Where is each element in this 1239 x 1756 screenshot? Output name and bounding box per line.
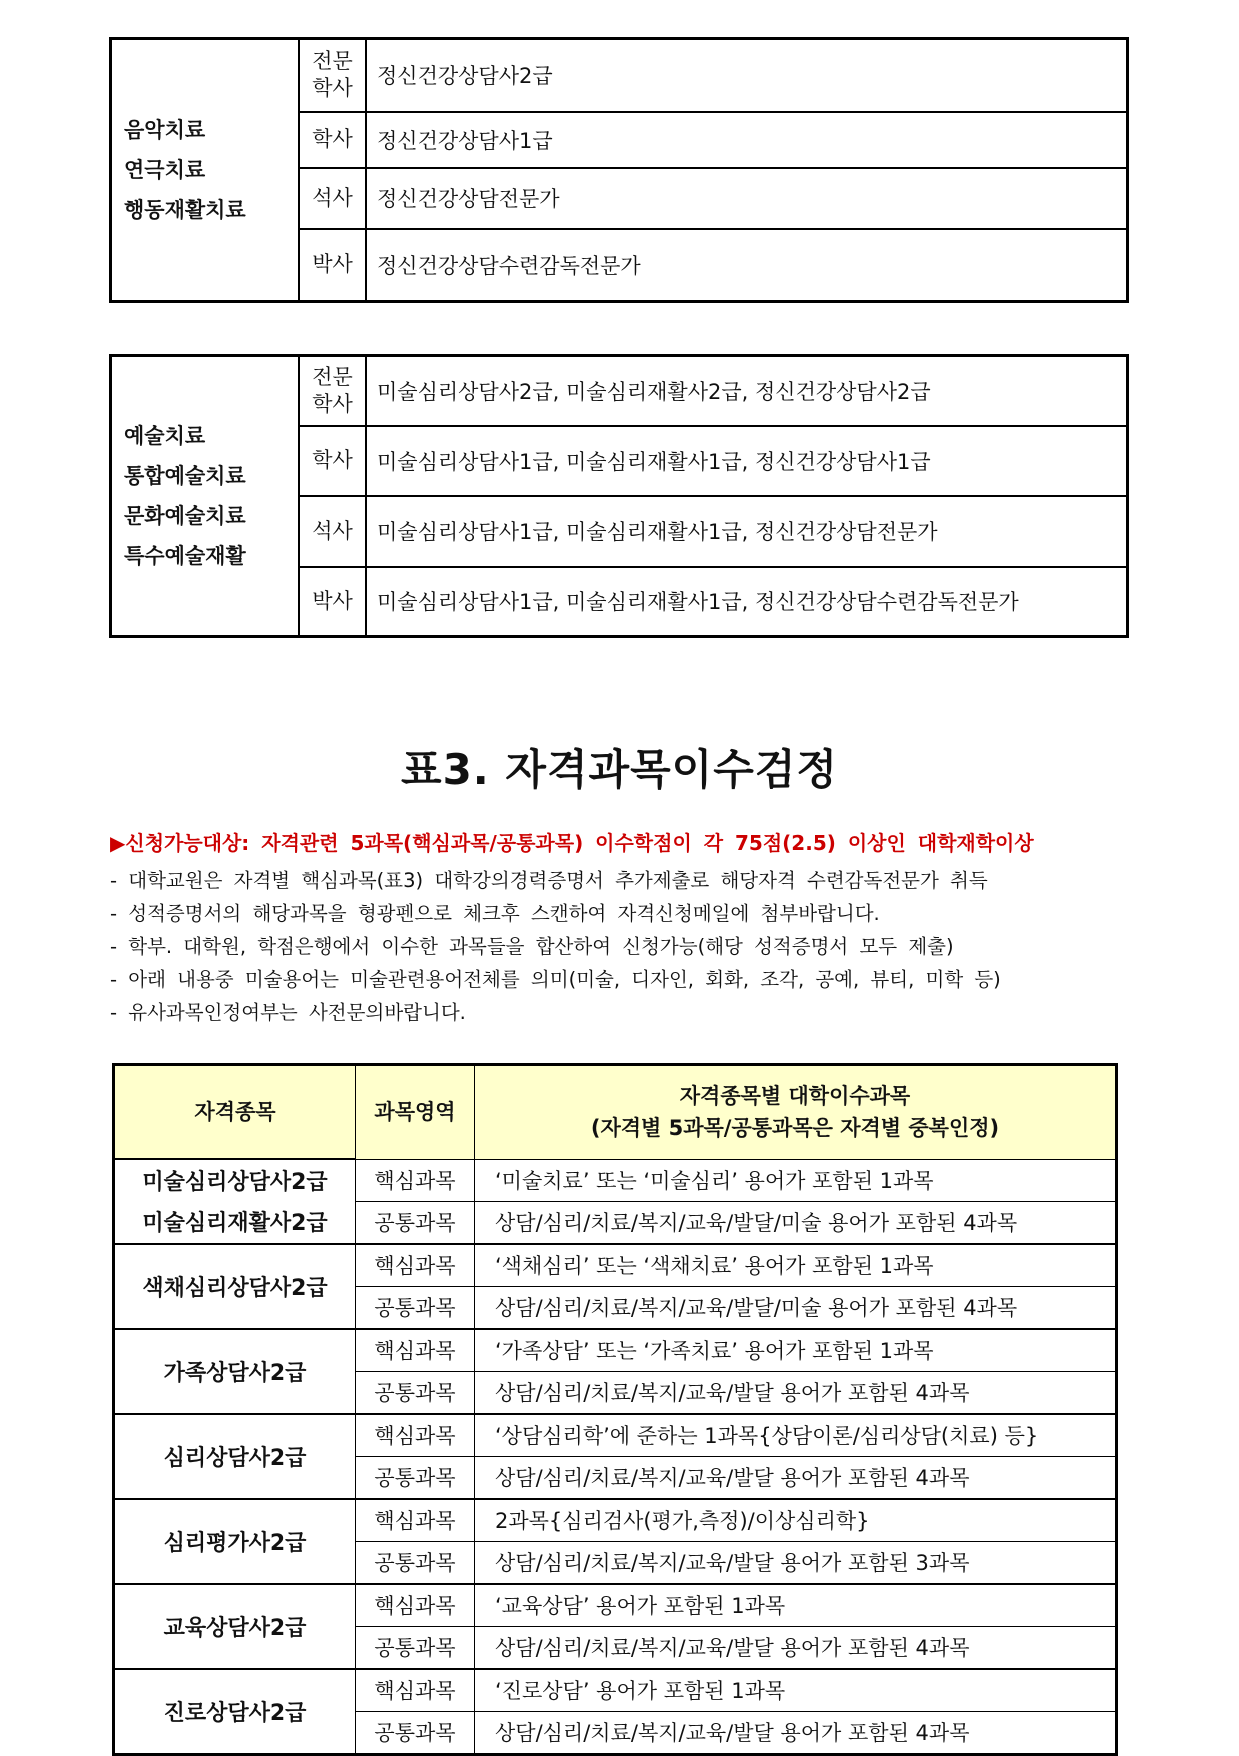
note-line: - 학부. 대학원, 학점은행에서 이수한 과목들을 합산하여 신청가능(해당 성적증명서 모두 제출)	[110, 935, 954, 958]
note-line: - 대학교원은 자격별 핵심과목(표3) 대학강의경력증명서 추가제출로 해당자격 수련감독전문가 취득	[110, 869, 988, 892]
note-line: - 성적증명서의 해당과목을 형광펜으로 체크후 스캔하여 자격신청메일에 첨부바랍니다.	[110, 902, 880, 925]
table-header-row	[114, 1065, 1117, 1160]
category-line: 음악치료	[124, 118, 206, 142]
category-line: 특수예술재활	[124, 544, 246, 568]
core-course: ‘진로상담’ 용어가 포함된 1과목	[475, 1669, 1117, 1712]
section-title: 표3. 자격과목이수검정	[401, 745, 838, 794]
degree-level-text: 전문 학사	[312, 49, 353, 101]
qualification-name: 색채심리상담사2급	[114, 1244, 356, 1329]
area-common: 공통과목	[356, 1371, 475, 1414]
qualification-name: 진로상담사2급	[114, 1669, 356, 1755]
degree-level: 학사	[299, 112, 366, 168]
note-line: - 아래 내용중 미술용어는 미술관련용어전체를 의미(미술, 디자인, 회화, 조각, 공예, 뷰티, 미학 등)	[110, 968, 1001, 991]
header-area: 과목영역	[356, 1065, 475, 1160]
certificate-cell: 미술심리상담사1급, 미술심리재활사1급, 정신건강상담수련감독전문가	[366, 567, 1128, 637]
header-courses	[475, 1065, 1117, 1160]
core-course: 2과목{심리검사(평가,측정)/이상심리학}	[475, 1499, 1117, 1542]
area-common: 공통과목	[356, 1201, 475, 1244]
table-row	[114, 1159, 1117, 1201]
common-course: 상담/심리/치료/복지/교육/발달/미술 용어가 포함된 4과목	[475, 1201, 1117, 1244]
certificate-cell: 미술심리상담사1급, 미술심리재활사1급, 정신건강상담전문가	[366, 496, 1128, 567]
degree-certificate-table-1	[109, 37, 1129, 303]
category-line: 행동재활치료	[124, 198, 246, 222]
core-course: ‘색채심리’ 또는 ‘색채치료’ 용어가 포함된 1과목	[475, 1244, 1117, 1287]
area-common: 공통과목	[356, 1456, 475, 1499]
qualification-line: 미술심리재활사2급	[142, 1211, 328, 1237]
degree-level: 석사	[299, 496, 366, 567]
category-cell	[111, 356, 300, 637]
note-line: - 유사과목인정여부는 사전문의바랍니다.	[110, 1001, 466, 1024]
area-common: 공통과목	[356, 1286, 475, 1329]
qualification-name: 교육상담사2급	[114, 1584, 356, 1669]
eligibility-lead: ▶신청가능대상: 자격관련 5과목(핵심과목/공통과목) 이수학점이 각 75점(2.5) 이상인 대학재학이상	[110, 831, 1034, 855]
area-core: 핵심과목	[356, 1244, 475, 1287]
core-course: ‘상담심리학’에 준하는 1과목{상담이론/심리상담(치료) 등}	[475, 1414, 1117, 1457]
qualification-name: 심리상담사2급	[114, 1414, 356, 1499]
table-row	[114, 1499, 1117, 1542]
area-core: 핵심과목	[356, 1414, 475, 1457]
category-line: 문화예술치료	[124, 504, 246, 528]
certificate-cell: 미술심리상담사1급, 미술심리재활사1급, 정신건강상담사1급	[366, 426, 1128, 496]
subject-requirements-table	[112, 1063, 1118, 1756]
area-core: 핵심과목	[356, 1669, 475, 1712]
table-row	[114, 1414, 1117, 1457]
header-courses-line2: (자격별 5과목/공통과목은 자격별 중복인정)	[590, 1116, 1000, 1141]
area-core: 핵심과목	[356, 1159, 475, 1201]
core-course: ‘미술치료’ 또는 ‘미술심리’ 용어가 포함된 1과목	[475, 1159, 1117, 1201]
category-line: 연극치료	[124, 158, 206, 182]
degree-level-text: 전문 학사	[312, 364, 353, 416]
table-row	[114, 1244, 1117, 1287]
certificate-cell: 미술심리상담사2급, 미술심리재활사2급, 정신건강상담사2급	[366, 356, 1128, 426]
area-common: 공통과목	[356, 1541, 475, 1584]
qualification-name: 가족상담사2급	[114, 1329, 356, 1414]
common-course: 상담/심리/치료/복지/교육/발달 용어가 포함된 4과목	[475, 1371, 1117, 1414]
table-row	[114, 1329, 1117, 1372]
degree-level: 박사	[299, 229, 366, 302]
category-line: 통합예술치료	[124, 464, 246, 488]
area-common: 공통과목	[356, 1626, 475, 1669]
header-courses-line1: 자격종목별 대학이수과목	[679, 1084, 911, 1109]
header-qualification: 자격종목	[114, 1065, 356, 1160]
degree-level: 석사	[299, 168, 366, 229]
certificate-cell: 정신건강상담사2급	[366, 39, 1128, 112]
qualification-name	[114, 1159, 356, 1244]
area-core: 핵심과목	[356, 1584, 475, 1627]
certificate-cell: 정신건강상담사1급	[366, 112, 1128, 168]
core-course: ‘교육상담’ 용어가 포함된 1과목	[475, 1584, 1117, 1627]
common-course: 상담/심리/치료/복지/교육/발달 용어가 포함된 4과목	[475, 1711, 1117, 1754]
area-core: 핵심과목	[356, 1499, 475, 1542]
certificate-cell: 정신건강상담전문가	[366, 168, 1128, 229]
common-course: 상담/심리/치료/복지/교육/발달 용어가 포함된 3과목	[475, 1541, 1117, 1584]
degree-certificate-table-2	[109, 354, 1129, 638]
common-course: 상담/심리/치료/복지/교육/발달 용어가 포함된 4과목	[475, 1456, 1117, 1499]
certificate-cell: 정신건강상담수련감독전문가	[366, 229, 1128, 302]
area-core: 핵심과목	[356, 1329, 475, 1372]
degree-level: 학사	[299, 426, 366, 496]
qualification-name: 심리평가사2급	[114, 1499, 356, 1584]
category-cell	[111, 39, 300, 302]
qualification-line: 미술심리상담사2급	[142, 1170, 328, 1196]
degree-level: 박사	[299, 567, 366, 637]
core-course: ‘가족상담’ 또는 ‘가족치료’ 용어가 포함된 1과목	[475, 1329, 1117, 1372]
table-row	[114, 1669, 1117, 1712]
eligibility-notes	[110, 827, 1160, 1029]
table-row	[114, 1584, 1117, 1627]
common-course: 상담/심리/치료/복지/교육/발달 용어가 포함된 4과목	[475, 1626, 1117, 1669]
common-course: 상담/심리/치료/복지/교육/발달/미술 용어가 포함된 4과목	[475, 1286, 1117, 1329]
category-line: 예술치료	[124, 424, 206, 448]
degree-level	[299, 39, 366, 112]
area-common: 공통과목	[356, 1711, 475, 1754]
degree-level	[299, 356, 366, 426]
